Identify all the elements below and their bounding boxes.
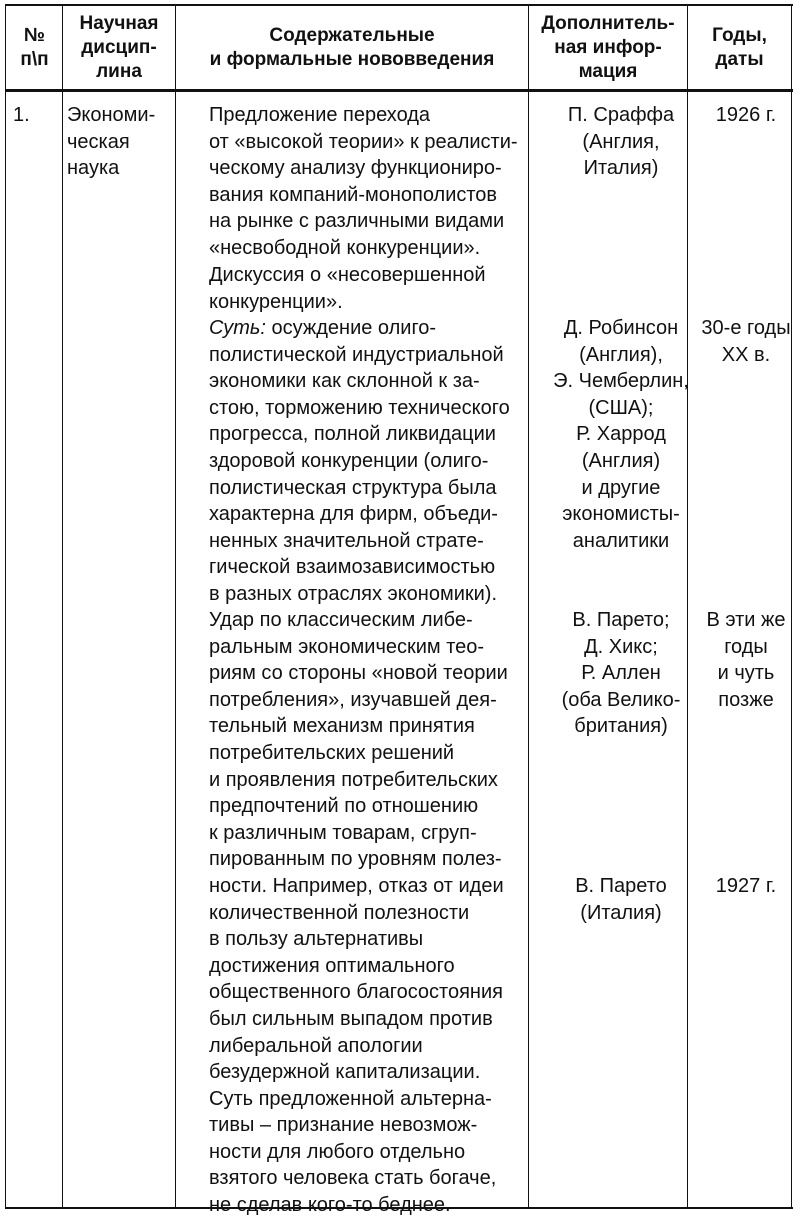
col-divider-1 (62, 4, 63, 1209)
year-1930s: 30-е годы XX в. (701, 317, 791, 366)
info-pareto: В. Парето (Италия) (575, 875, 667, 924)
info-pareto-hicks-allen: В. Парето; Д. Хикс; Р. Аллен (оба Велико- британия) (561, 609, 681, 738)
info-sraffa: П. Сраффа (Англия, Италия) (567, 104, 675, 180)
header-num: № п\п (20, 25, 49, 70)
innovation-paragraph-1: Предложение перехода от «высокой теории» к реалисти- ческому анализу функциониро- вания компаний-монополистов на рынке с различными видами «несвободной конкуренции». (209, 104, 518, 259)
header-years: Годы, даты (712, 25, 767, 70)
table-border-top (5, 4, 793, 6)
col-divider-2 (175, 4, 176, 1209)
info-robinson: Д. Робинсон (Англия), Э. Чемберлин, (США); Р. Харрод (Англия) и другие экономисты- аналитики (553, 317, 689, 552)
header-divider (5, 89, 793, 92)
essence-text: осуждение олиго- полистической индустриальной экономики как склонной к за- стою, торможению технического прогресса, полной ликвидации здоровой конкуренции (олиго- полистическая структура была характерна для фирм, объеди- ненных значительной страте- гической взаимозависимостью в разных отраслях экономики). (209, 317, 510, 605)
header-innovations: Содержательные и формальные нововведения (209, 25, 495, 70)
essence-label: Суть: (209, 317, 266, 339)
header-discipline: Научная дисцип- лина (79, 13, 159, 82)
discipline-cell: Экономи- ческая наука (67, 104, 156, 180)
year-1927: 1927 г. (715, 875, 777, 897)
innovation-paragraph-2: Дискуссия о «несовершенной конкуренции». (209, 264, 486, 313)
innovation-paragraph-4: Удар по классическим либе- ральным экономическим тео- риям со стороны «новой теории потребления», изучавшей дея- тельный механизм принятия потребительских решений и проявления потребительских предпочтений по отношению к различным товарам, сгруп- пированным по уровням полез- ности. Например, отказ от идеи количественной полезности в пользу альтернативы достижения оптимального общественного благосостояния был сильным выпадом против либеральной апологии безудержной капитализации. Суть предложенной альтерна- тивы – признание невозмож- ности для любого отдельно взятого человека стать богаче, не сделав кого-то беднее. (209, 609, 508, 1217)
header-info: Дополнитель- ная инфор- мация (541, 13, 675, 82)
data-table (5, 4, 793, 1217)
innovation-paragraph-3 (185, 315, 549, 608)
table-border-left (5, 4, 6, 1209)
year-1926: 1926 г. (715, 104, 777, 126)
year-same-period: В эти же годы и чуть позже (706, 609, 786, 711)
row-number: 1. (13, 104, 30, 126)
